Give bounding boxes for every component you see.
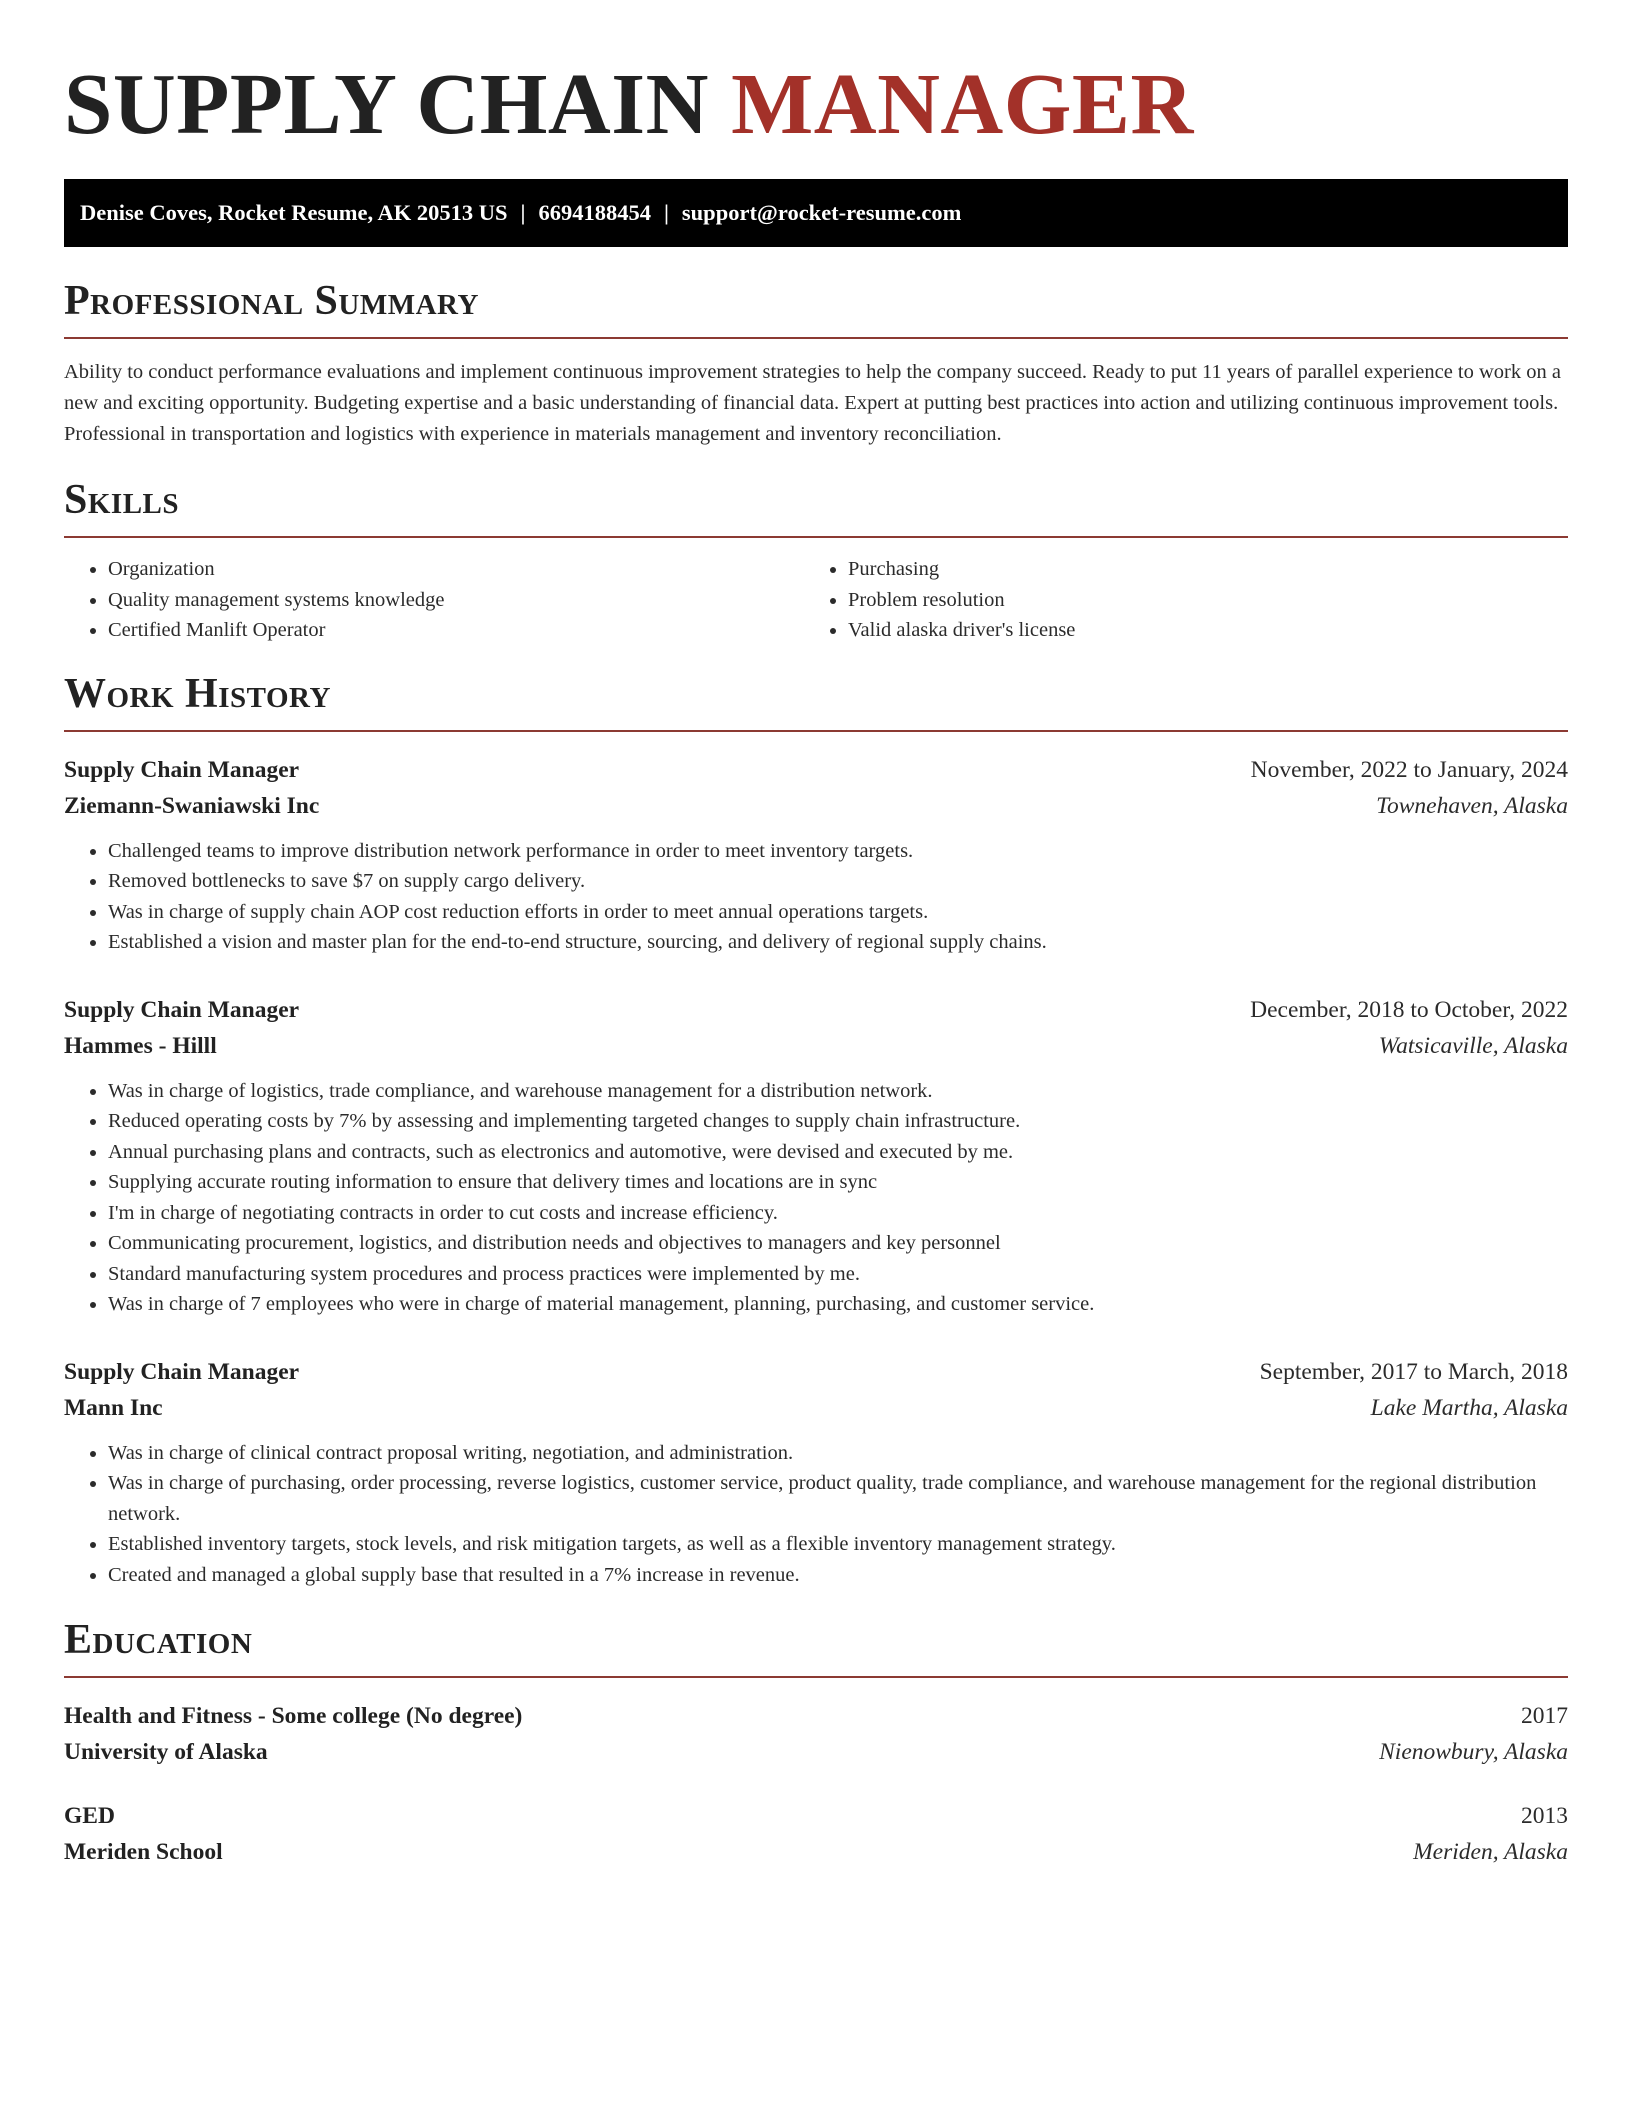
skills-column-right — [804, 554, 1544, 646]
job-title: Supply Chain Manager — [64, 996, 300, 1023]
section-divider — [64, 337, 1568, 339]
job-location: Watsicaville, Alaska — [1378, 1032, 1568, 1059]
job-title: Supply Chain Manager — [64, 756, 300, 783]
contact-address: Denise Coves, Rocket Resume, AK 20513 US — [80, 200, 508, 225]
summary-section — [64, 277, 1568, 450]
job-company: Mann Inc — [64, 1394, 163, 1421]
skills-heading: Skills — [64, 477, 180, 523]
job-dates: September, 2017 to March, 2018 — [1259, 1358, 1568, 1385]
work-heading: Work History — [64, 670, 331, 717]
job-bullet: • Was in charge of clinical contract proposal writing, negotiation, and administration. — [108, 1438, 1568, 1469]
job-bullet: • Annual purchasing plans and contracts, such as electronics and automotive, were devised and executed by me. — [108, 1137, 1568, 1168]
job-title: Supply Chain Manager — [64, 1358, 300, 1385]
job-dates: November, 2022 to January, 2024 — [1250, 756, 1568, 783]
contact-separator: | — [663, 200, 669, 225]
skill-item: • Quality management systems knowledge — [108, 585, 804, 616]
job-bullet: • Was in charge of purchasing, order processing, reverse logistics, customer service, product quality, trade compliance, and warehouse management for the regional distribution network. — [108, 1468, 1568, 1529]
skill-item: • Problem resolution — [848, 585, 1544, 616]
contact-bar — [64, 179, 1568, 247]
section-divider — [64, 730, 1568, 732]
job-entry — [64, 992, 1568, 1320]
job-bullet: • Standard manufacturing system procedures and process practices were implemented by me. — [108, 1259, 1568, 1290]
job-bullet: • Removed bottlenecks to save $7 on supply cargo delivery. — [108, 866, 1568, 897]
skills-column-left — [64, 554, 804, 646]
education-location: Nienowbury, Alaska — [1379, 1739, 1568, 1765]
summary-text: Ability to conduct performance evaluations and implement continuous improvement strategies to help the company succeed. Ready to put 11 years of parallel experience to work on a new and exciting opportunity. Budgeting expertise and a basic understanding of financial data. Expert at putting best practices into action and utilizing continuous improvement tools. Professional in transportation and logistics with experience in materials management and inventory reconciliation. — [64, 361, 1561, 445]
job-bullet: • Reduced operating costs by 7% by assessing and implementing targeted changes to supply chain infrastructure. — [108, 1106, 1568, 1137]
job-bullet: • Established a vision and master plan for the end-to-end structure, sourcing, and delivery of regional supply chains. — [108, 927, 1568, 958]
job-company: Ziemann-Swaniawski Inc — [64, 792, 320, 819]
education-year: 2017 — [1521, 1703, 1568, 1729]
job-bullet: • I'm in charge of negotiating contracts in order to cut costs and increase efficiency. — [108, 1198, 1568, 1229]
job-dates: December, 2018 to October, 2022 — [1250, 996, 1568, 1023]
skill-item: • Valid alaska driver's license — [848, 615, 1544, 646]
job-bullets — [64, 836, 1568, 958]
job-bullet: • Was in charge of logistics, trade compliance, and warehouse management for a distribution network. — [108, 1076, 1568, 1107]
education-school: Meriden School — [64, 1839, 223, 1865]
job-bullets — [64, 1438, 1568, 1591]
skill-item: • Organization — [108, 554, 804, 585]
job-entry — [64, 752, 1568, 958]
job-bullet: • Established inventory targets, stock levels, and risk mitigation targets, as well as a flexible inventory management strategy. — [108, 1529, 1568, 1560]
education-entry — [64, 1698, 1568, 1770]
skills-list — [64, 554, 1568, 646]
job-bullet: • Supplying accurate routing information to ensure that delivery times and locations are in sync — [108, 1167, 1568, 1198]
resume-title — [64, 0, 1568, 150]
section-divider — [64, 536, 1568, 538]
job-bullet: • Created and managed a global supply base that resulted in a 7% increase in revenue. — [108, 1560, 1568, 1591]
education-degree: Health and Fitness - Some college (No degree) — [64, 1703, 523, 1729]
skills-section — [64, 476, 1568, 646]
job-location: Townehaven, Alaska — [1376, 792, 1568, 819]
education-year: 2013 — [1521, 1803, 1568, 1829]
contact-phone: 6694188454 — [538, 200, 651, 225]
education-heading: Education — [64, 1617, 253, 1663]
contact-separator: | — [520, 200, 526, 225]
education-degree: GED — [64, 1803, 115, 1829]
skill-item: • Certified Manlift Operator — [108, 615, 804, 646]
education-entry — [64, 1798, 1568, 1870]
summary-heading: Professional Summary — [64, 278, 479, 324]
job-bullet: • Was in charge of supply chain AOP cost reduction efforts in order to meet annual operations targets. — [108, 897, 1568, 928]
job-bullets — [64, 1076, 1568, 1320]
contact-email: support@rocket-resume.com — [681, 200, 962, 225]
job-location: Lake Martha, Alaska — [1370, 1394, 1568, 1421]
title-accent: MANAGER — [731, 55, 1194, 152]
skill-item: • Purchasing — [848, 554, 1544, 585]
education-section — [64, 1616, 1568, 1870]
education-school: University of Alaska — [64, 1739, 268, 1765]
job-bullet: • Was in charge of 7 employees who were in charge of material management, planning, purchasing, and customer service. — [108, 1289, 1568, 1320]
job-company: Hammes - Hilll — [64, 1032, 217, 1059]
job-bullet: • Communicating procurement, logistics, and distribution needs and objectives to managers and key personnel — [108, 1228, 1568, 1259]
title-main: SUPPLY CHAIN — [64, 55, 709, 152]
education-location: Meriden, Alaska — [1413, 1839, 1568, 1865]
work-section — [64, 670, 1568, 1591]
job-entry — [64, 1354, 1568, 1591]
section-divider — [64, 1676, 1568, 1678]
job-bullet: • Challenged teams to improve distribution network performance in order to meet inventory targets. — [108, 836, 1568, 867]
